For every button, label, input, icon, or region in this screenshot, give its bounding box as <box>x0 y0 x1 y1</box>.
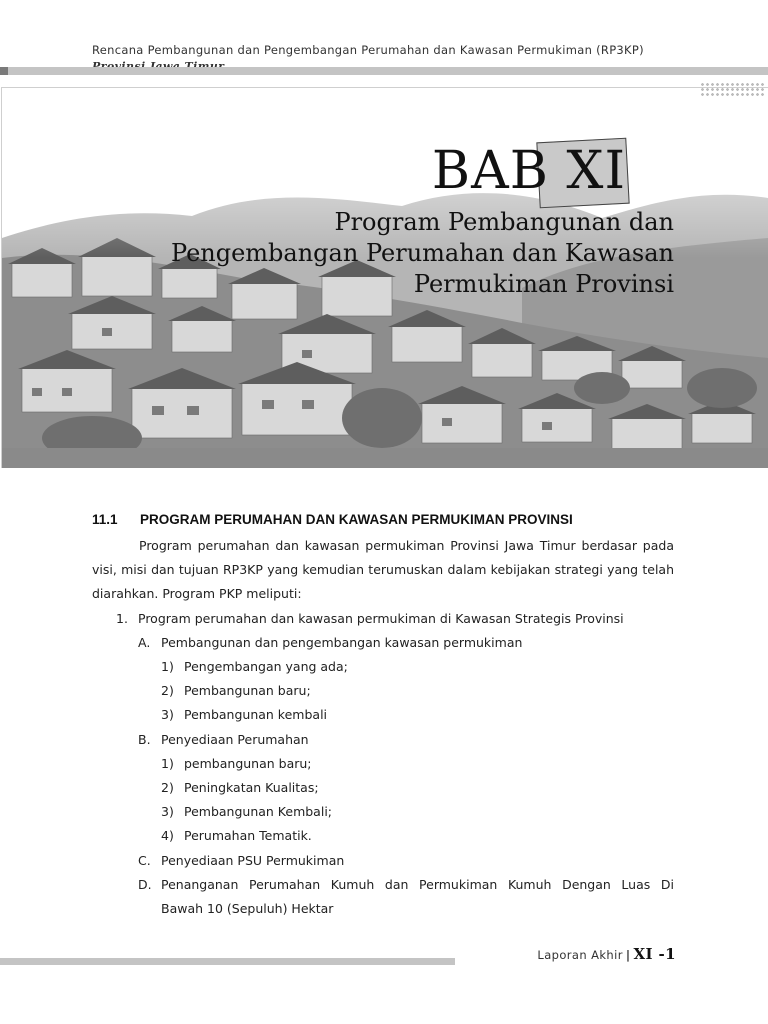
list-item <box>92 824 674 848</box>
list-marker: 1) <box>161 755 174 771</box>
list-marker: C. <box>138 852 151 868</box>
list-text: Perumahan Tematik. <box>184 828 312 844</box>
list-item <box>92 655 674 679</box>
list-text: Pembangunan baru; <box>184 683 311 699</box>
list-item <box>92 703 674 727</box>
list-text: Pembangunan kembali <box>184 707 328 723</box>
list-marker: 2) <box>161 683 174 699</box>
page-footer <box>537 945 676 963</box>
section-body <box>92 534 674 921</box>
footer-report-label: Laporan Akhir <box>537 948 623 962</box>
list-text: Pengembangan yang ada; <box>184 659 348 675</box>
list-item <box>92 679 674 703</box>
header-rule-accent <box>0 67 8 75</box>
list-item <box>92 800 674 824</box>
list-item <box>92 873 674 921</box>
list-marker: B. <box>138 731 151 747</box>
list-item <box>92 607 674 631</box>
list-text-line: Bawah 10 (Sepuluh) Hektar <box>161 901 334 917</box>
running-header-title: Rencana Pembangunan dan Pengembangan Perumahan dan Kawasan Permukiman (RP3KP) <box>92 43 644 57</box>
list-text <box>161 873 674 921</box>
list-item <box>92 752 674 776</box>
footer-separator: | <box>625 948 631 962</box>
list-marker: 3) <box>161 804 174 820</box>
list-text: pembangunan baru; <box>184 755 312 771</box>
list-marker: A. <box>138 634 151 650</box>
section-heading <box>92 512 573 527</box>
section-title: PROGRAM PERUMAHAN DAN KAWASAN PERMUKIMAN PROVINSI <box>140 512 573 527</box>
list-text: Peningkatan Kualitas; <box>184 780 319 796</box>
intro-paragraph: Program perumahan dan kawasan permukiman Provinsi Jawa Timur berdasar pada visi, misi dan tujuan RP3KP yang kemudian terumuskan dalam kebijakan strategi yang telah diarahkan. Program PKP meliputi: <box>92 538 674 602</box>
page-number: XI -1 <box>633 945 676 963</box>
list-text: Penyediaan PSU Permukiman <box>161 852 345 868</box>
list-item <box>92 849 674 873</box>
chapter-title-line: Pengembangan Perumahan dan Kawasan <box>171 239 674 267</box>
chapter-title-line: Program Pembangunan dan <box>334 208 674 236</box>
list-text-line: Penanganan Perumahan Kumuh dan Permukiman Kumuh Dengan Luas Di <box>161 876 674 892</box>
list-marker: 2) <box>161 780 174 796</box>
header-rule <box>0 67 768 75</box>
chapter-title <box>54 207 674 300</box>
list-item <box>92 631 674 655</box>
list-text: Pembangunan Kembali; <box>184 804 333 820</box>
chapter-title-line: Permukiman Provinsi <box>413 270 674 298</box>
list-marker: 1) <box>161 659 174 675</box>
list-text: Program perumahan dan kawasan permukiman di Kawasan Strategis Provinsi <box>138 610 624 626</box>
section-number: 11.1 <box>92 512 118 527</box>
list-text: Pembangunan dan pengembangan kawasan permukiman <box>161 634 523 650</box>
footer-rule <box>0 958 455 965</box>
list-item <box>92 728 674 752</box>
decorative-dot-pattern <box>700 82 766 96</box>
list-item <box>92 776 674 800</box>
list-marker: D. <box>138 876 152 892</box>
list-marker: 1. <box>116 610 128 626</box>
list-text: Penyediaan Perumahan <box>161 731 309 747</box>
chapter-label: BAB XI <box>431 141 626 201</box>
list-marker: 3) <box>161 707 174 723</box>
list-marker: 4) <box>161 828 174 844</box>
